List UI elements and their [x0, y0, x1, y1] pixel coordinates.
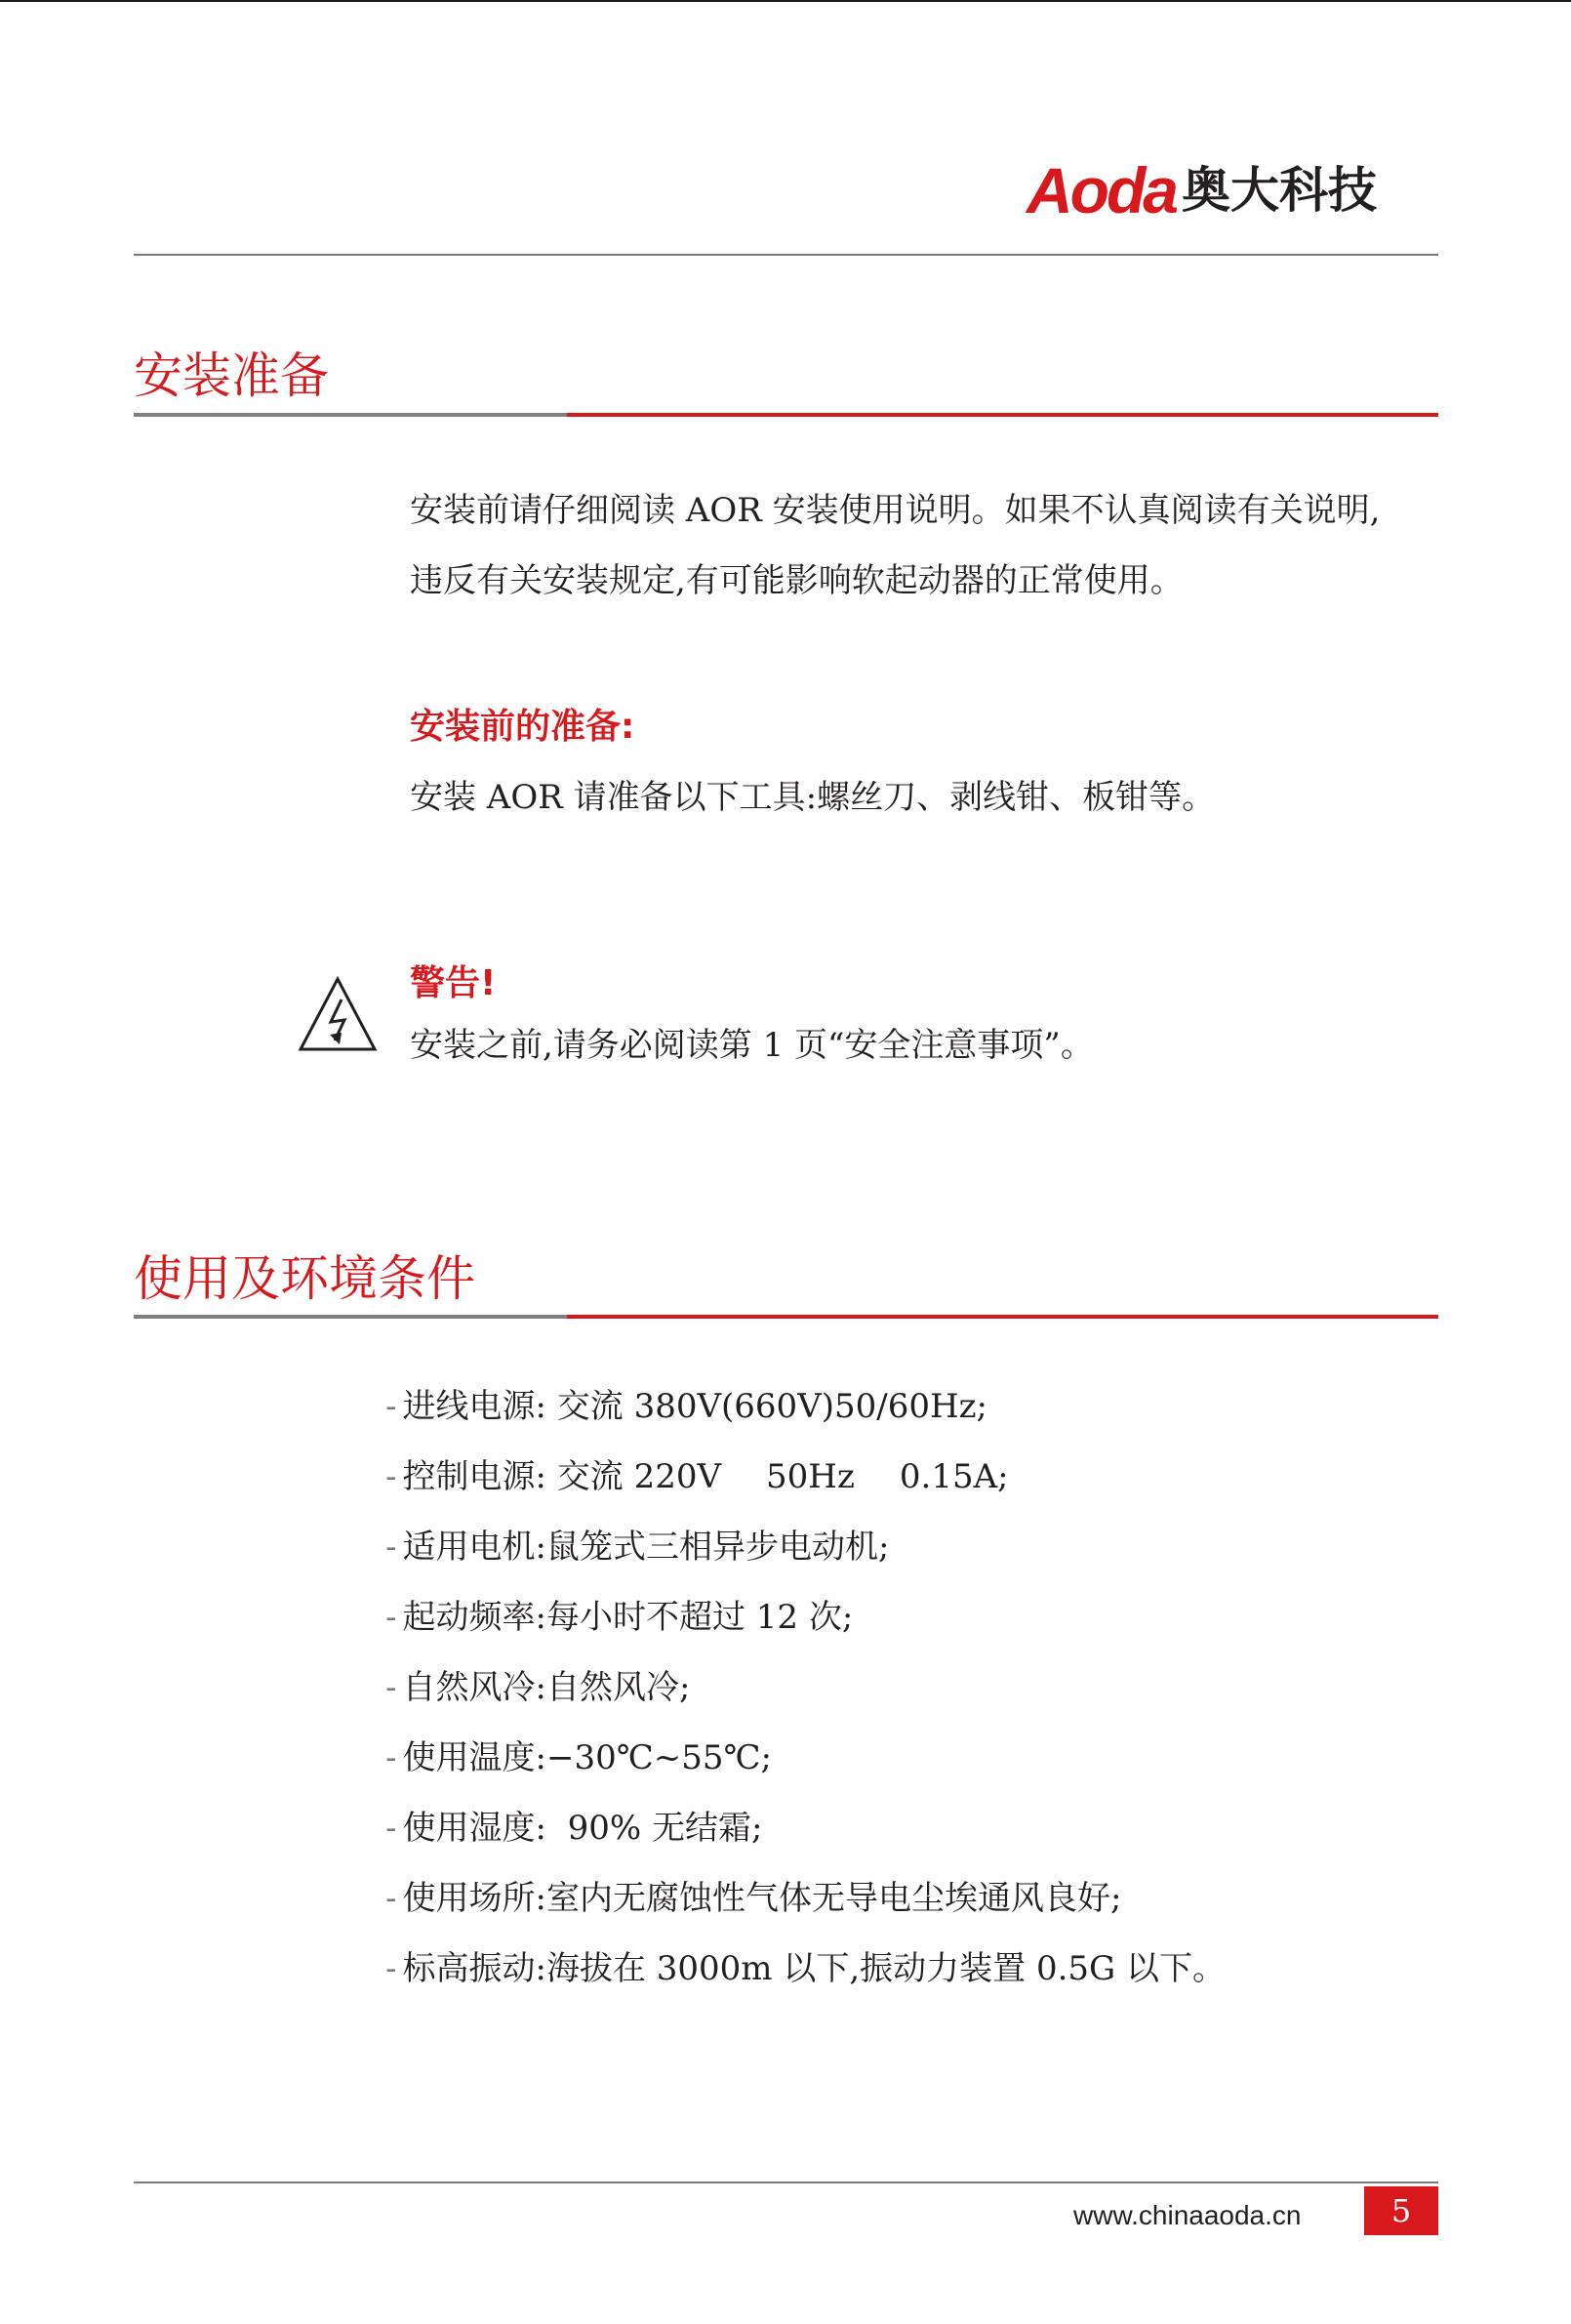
spec-item-start-frequency: - 起动频率:每小时不超过 12 次;: [385, 1598, 854, 1637]
warning-heading: 警告!: [410, 963, 497, 1003]
page-number: 5: [1364, 2186, 1438, 2235]
header-divider: [134, 254, 1438, 256]
company-logo: [1027, 156, 1377, 224]
logo-latin-text: Aoda: [1027, 154, 1176, 226]
spec-value: 室内无腐蚀性气体无导电尘埃通风良好;: [545, 1879, 1122, 1918]
spec-label: 使用温度:: [402, 1738, 546, 1777]
spec-item-location: - 使用场所:室内无腐蚀性气体无导电尘埃通风良好;: [385, 1879, 1122, 1918]
spec-item-motor: - 适用电机:鼠笼式三相异步电动机;: [385, 1528, 890, 1567]
high-voltage-warning-icon: [298, 976, 378, 1052]
spec-label: 进线电源:: [402, 1387, 546, 1426]
spec-value: 交流 220V: [545, 1457, 722, 1496]
section2-rule-gray: [134, 1315, 567, 1319]
footer-website: www.chinaaoda.cn: [1073, 2200, 1302, 2230]
spec-value: 自然风冷;: [545, 1668, 691, 1707]
spec-value: 每小时不超过 12 次;: [545, 1598, 854, 1637]
spec-item-altitude-vibration: - 标高振动:海拔在 3000m 以下,振动力装置 0.5G 以下。: [385, 1949, 1227, 1988]
spec-list: [385, 1371, 1226, 2004]
section-title-installation-prep: 安装准备: [134, 347, 329, 404]
prep-heading: 安装前的准备:: [410, 707, 635, 747]
spec-value: 海拔在 3000m 以下,振动力装置 0.5G 以下。: [545, 1949, 1227, 1988]
spec-item-cooling: - 自然风冷:自然风冷;: [385, 1668, 691, 1707]
prep-tools-text: 安装 AOR 请准备以下工具:螺丝刀、剥线钳、板钳等。: [410, 778, 1216, 817]
section2-rule-red: [567, 1315, 1438, 1319]
intro-paragraph-line1: 安装前请仔细阅读 AOR 安装使用说明。如果不认真阅读有关说明,: [410, 491, 1381, 530]
spec-label: 自然风冷:: [402, 1668, 546, 1707]
section-title-operating-conditions: 使用及环境条件: [134, 1250, 475, 1307]
spec-item-control-power: - 控制电源: 交流 220V 50Hz 0.15A;: [385, 1457, 1009, 1496]
spec-value: 鼠笼式三相异步电动机;: [545, 1528, 890, 1567]
spec-value-frequency: 50Hz: [766, 1457, 855, 1496]
spec-label: 使用场所:: [402, 1879, 546, 1918]
top-border-line: [0, 0, 1571, 2]
section1-rule-gray: [134, 413, 567, 417]
section1-rule-red: [567, 413, 1438, 417]
spec-label: 适用电机:: [402, 1528, 546, 1567]
footer-divider: [134, 2181, 1438, 2183]
spec-value: 90% 无结霜;: [545, 1809, 763, 1848]
spec-item-humidity: - 使用湿度: 90% 无结霜;: [385, 1809, 763, 1848]
spec-label: 起动频率:: [402, 1598, 546, 1637]
spec-value: −30℃~55℃;: [545, 1738, 772, 1777]
spec-label: 标高振动:: [402, 1949, 546, 1988]
warning-text: 安装之前,请务必阅读第 1 页“安全注意事项”。: [410, 1026, 1094, 1065]
intro-paragraph-line2: 违反有关安装规定,有可能影响软起动器的正常使用。: [410, 561, 1184, 600]
spec-label: 控制电源:: [402, 1457, 546, 1496]
spec-item-temperature: - 使用温度:−30℃~55℃;: [385, 1738, 772, 1777]
spec-label: 使用湿度:: [402, 1809, 546, 1848]
spec-value: 交流 380V(660V)50/60Hz;: [545, 1387, 988, 1426]
spec-item-input-power: - 进线电源: 交流 380V(660V)50/60Hz;: [385, 1387, 988, 1426]
spec-value-current: 0.15A;: [899, 1457, 1009, 1496]
logo-chinese-text: 奥大科技: [1182, 162, 1377, 219]
